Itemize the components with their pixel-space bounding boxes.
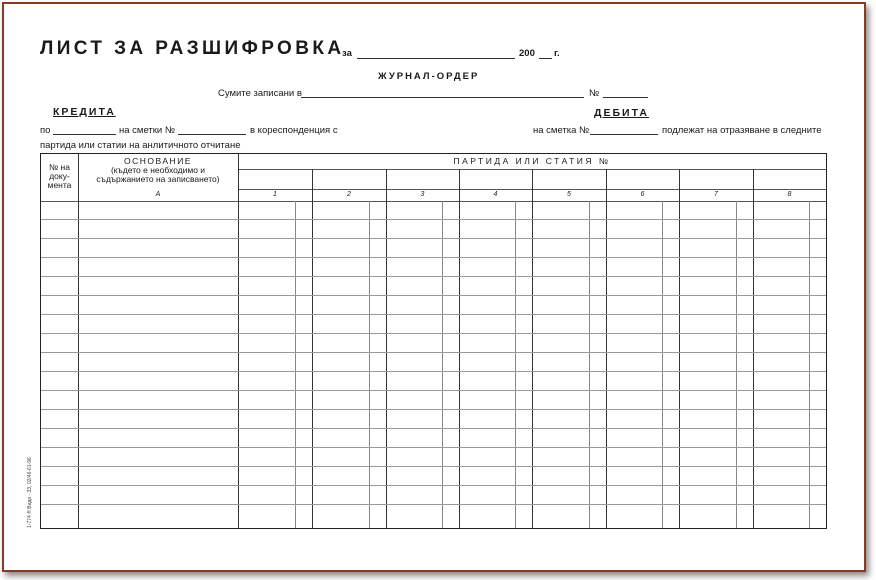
table-row-line [41,257,826,258]
credit-po-label: по [40,125,51,136]
table-row-line [41,295,826,296]
ledger-table [40,153,827,529]
header-bottom-line [41,201,826,202]
table-row-line [41,447,826,448]
sums-recorded-label: Сумите записани в [218,88,302,99]
col-border-2 [312,169,313,528]
credit-heading: КРЕДИТА [53,106,116,118]
basis-col-border [238,154,239,528]
credit-po-line [53,134,116,135]
debit-account-label: на сметка № [533,125,590,136]
form-title: ЛИСТ ЗА РАЗШИФРОВКА [40,38,345,59]
column-number: 6 [640,191,645,198]
column-number: 1 [273,191,277,198]
table-row-line [41,466,826,467]
table-row-line [41,504,826,505]
column-number: 8 [787,191,792,198]
debit-heading: ДЕБИТА [594,107,649,119]
table-row-line [41,371,826,372]
col-border-8 [753,169,754,528]
table-row-line [41,409,826,410]
table-row-line [41,238,826,239]
doc-number-header: № на доку- мента [47,162,72,190]
col-border-7 [679,169,680,528]
print-code: 1-774 ® Вида - 33, 02/46-61-96 [27,457,33,528]
journal-number-label: № [589,88,600,99]
credit-analytic-label: партида или статии на анлитичното отчитане [40,140,241,151]
credit-accounts-line [178,134,246,135]
subcol-line [736,201,737,528]
table-row-line [41,352,826,353]
debit-account-line [590,134,658,135]
table-row-line [41,276,826,277]
year-suffix: г. [554,48,560,59]
column-number: 4 [493,191,498,198]
col-border-5 [532,169,533,528]
journal-line [301,97,584,98]
subcol-line [515,201,516,528]
year-prefix: 200 [519,48,535,59]
subcol-line [589,201,590,528]
date-line [357,58,515,59]
subcol-line [295,201,296,528]
column-number: 7 [714,191,718,198]
party-header: ПАРТИДА ИЛИ СТАТИЯ № [453,156,611,166]
column-number: 3 [420,191,425,198]
debit-reflect-label: подлежат на отразяване в следните [662,125,822,136]
column-number: 5 [567,191,571,198]
table-row-line [41,428,826,429]
subcol-line [369,201,370,528]
table-row-line [41,390,826,391]
credit-accounts-label: на сметки № [119,125,176,136]
basis-col-letter: А [155,191,161,198]
subcol-line [442,201,443,528]
subcol-line [809,201,810,528]
doc-col-border [78,154,79,528]
col-border-3 [386,169,387,528]
table-row-line [41,333,826,334]
year-line [539,58,552,59]
subcol-line [662,201,663,528]
credit-correspondence-label: в кореспонденция с [250,125,338,136]
column-number: 2 [347,191,351,198]
za-label: за [342,48,352,59]
journal-heading: ЖУРНАЛ-ОРДЕР [378,71,480,82]
journal-number-line [603,97,648,98]
table-row-line [41,219,826,220]
col-border-6 [606,169,607,528]
table-row-line [41,485,826,486]
col-border-4 [459,169,460,528]
table-row-line [41,314,826,315]
basis-header: ОСНОВАНИЕ (където е необходимо и съдържанието на записването) [96,156,220,184]
